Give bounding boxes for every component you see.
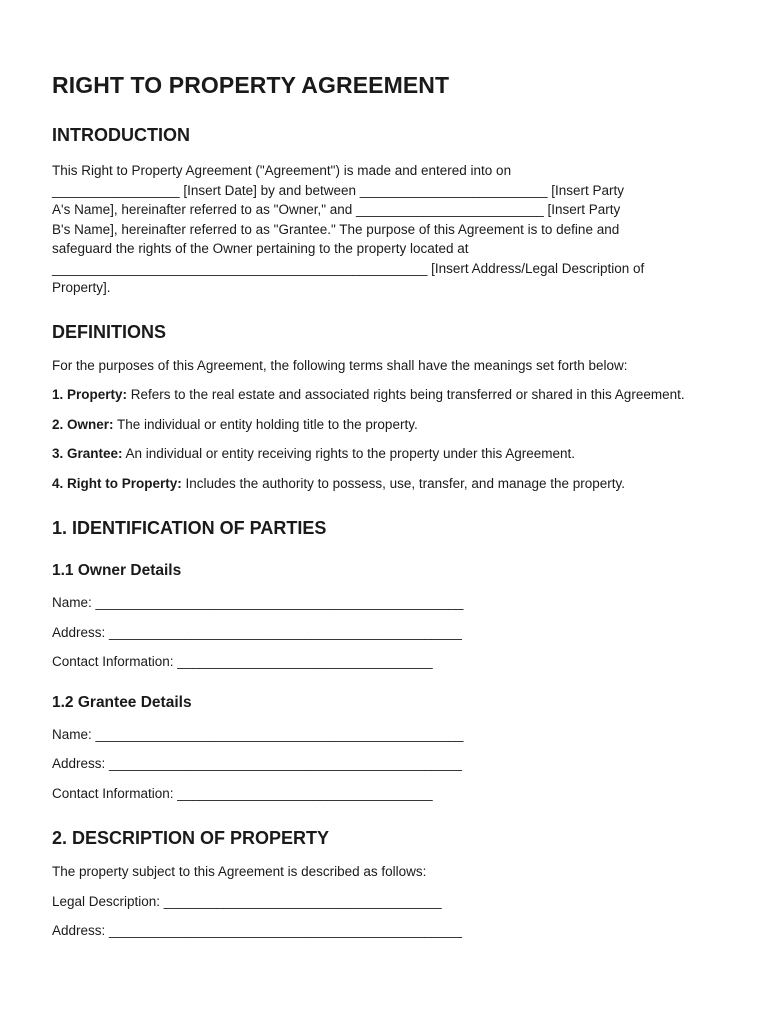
definition-text: An individual or entity receiving rights to the property under this Agreement. [122,446,576,461]
definition-text: Includes the authority to possess, use, transfer, and manage the property. [181,475,626,491]
document-page [52,70,722,941]
owner-details-heading: 1.1 Owner Details [52,562,182,579]
definitions-lead: For the purposes of this Agreement, the following terms shall have the meanings set forth below: [52,357,628,373]
owner-contact-field: Contact Information: __________________________________ [52,654,433,669]
introduction-paragraph: This Right to Property Agreement ("Agreement") is made and entered into on _________________ [Insert Date] by and between _________________________ [Insert Party A's Name], hereinafter referred to as "Owner," and _________________________ [Insert Party B's Name], hereinafter referred to as "Grantee." The purpose of this Agreement is to define and safeguard the rights of the Owner pertaining to the property located at __________________________________________________ [Insert Address/Legal Description of Property]. [52,163,645,295]
section-1-heading: 1. IDENTIFICATION OF PARTIES [52,518,327,538]
legal-description-field: Legal Description: _____________________________________ [52,893,442,909]
definition-text: The individual or entity holding title to the property. [113,416,418,432]
definitions-heading: DEFINITIONS [52,321,167,342]
definition-item-property [52,385,722,405]
definition-text: Refers to the real estate and associated rights being transferred or shared in this Agreement. [127,387,685,402]
grantee-name-field: Name: _________________________________________________ [52,726,464,742]
introduction-heading: INTRODUCTION [52,125,190,145]
definition-term: 1. Property: [52,387,128,402]
property-description-lead: The property subject to this Agreement is described as follows: [52,864,427,879]
property-address-field: Address: _______________________________________________ [52,923,462,938]
definition-term: 2. Owner: [52,416,114,432]
grantee-contact-field: Contact Information: __________________________________ [52,785,433,801]
definition-term: 3. Grantee: [52,446,123,461]
definition-item-right-to-property [52,474,722,494]
owner-address-field: Address: _______________________________________________ [52,624,462,640]
grantee-details-heading: 1.2 Grantee Details [52,693,192,711]
grantee-address-field: Address: _______________________________________________ [52,756,462,771]
document-title: RIGHT TO PROPERTY AGREEMENT [52,72,450,98]
definition-term: 4. Right to Property: [52,475,182,491]
owner-name-field: Name: _________________________________________________ [52,595,464,610]
definition-item-owner [52,415,722,435]
section-2-heading: 2. DESCRIPTION OF PROPERTY [52,828,330,848]
definition-item-grantee [52,444,722,464]
